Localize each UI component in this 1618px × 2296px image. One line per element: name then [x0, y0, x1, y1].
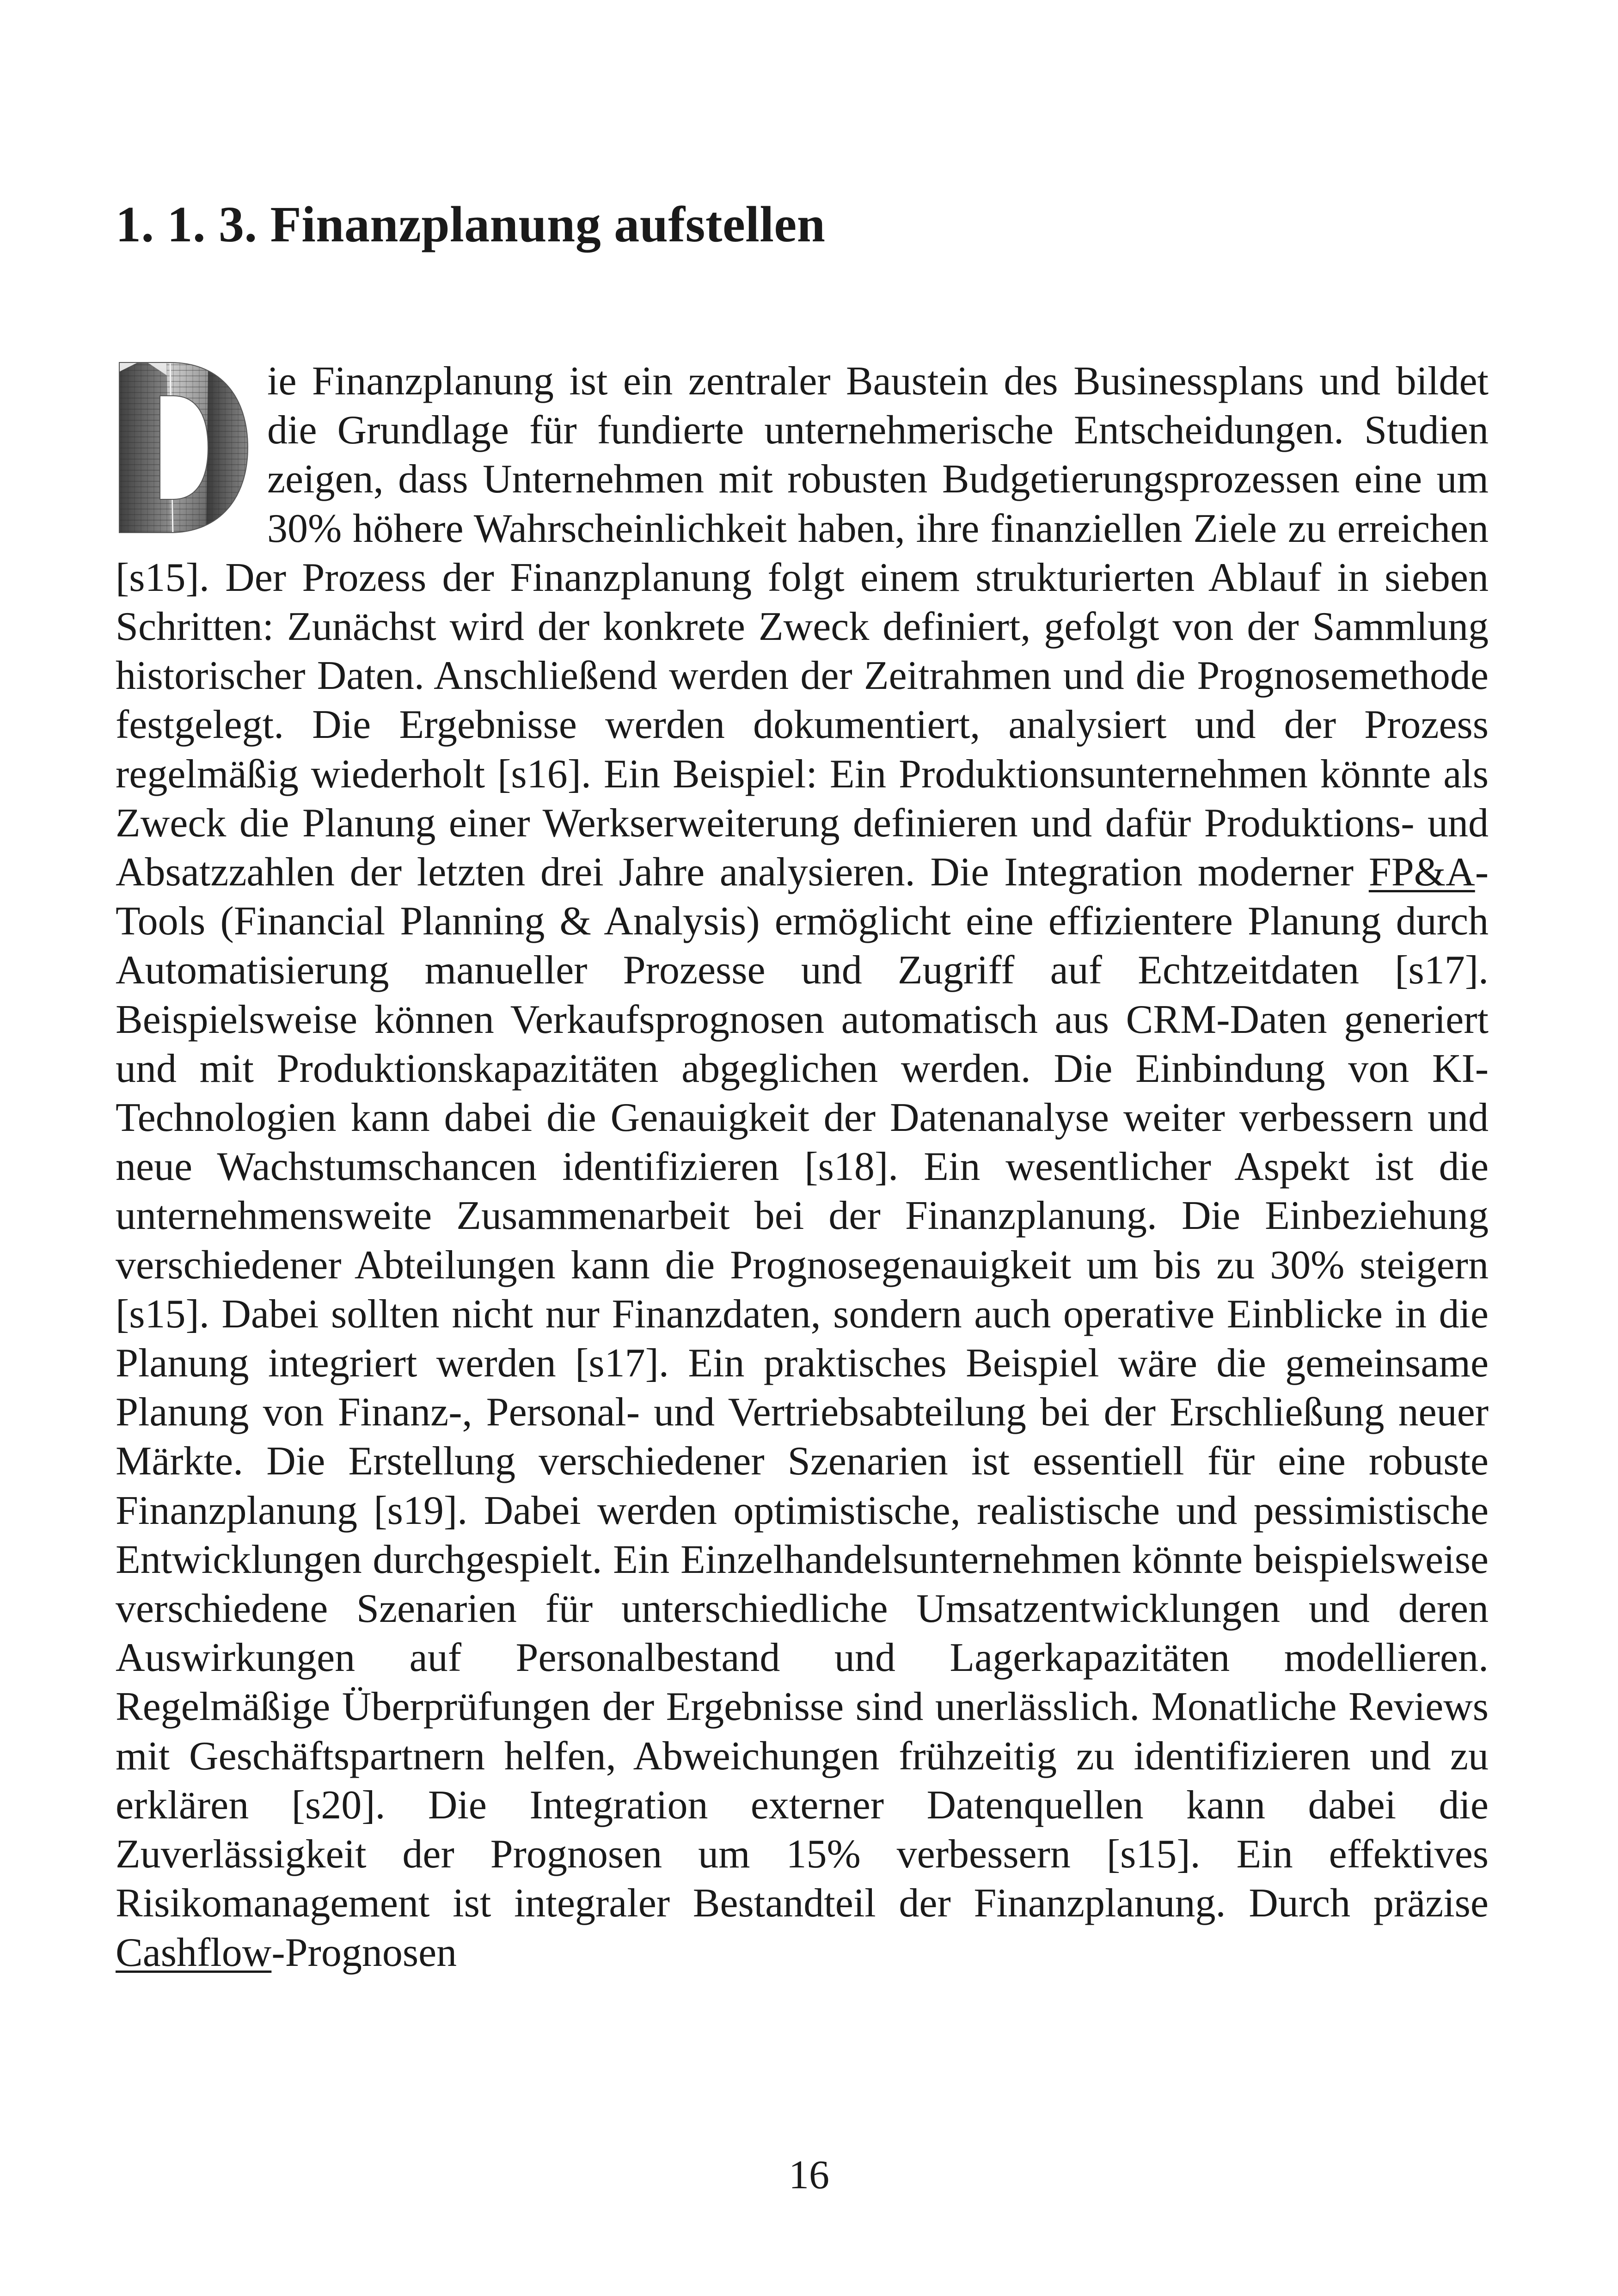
body-paragraph — [116, 357, 1489, 1977]
dropcap-image — [116, 360, 251, 535]
page-number: 16 — [789, 2153, 829, 2198]
paragraph-text-3: -Prognosen — [271, 1930, 457, 1975]
glossary-link-cashflow[interactable]: Cashflow — [116, 1930, 272, 1975]
glossary-link-fpa[interactable]: FP&A — [1368, 850, 1475, 895]
paragraph-text-2: -Tools (Financial Planning & Analysis) ermöglicht eine effizientere Planung durch Automatisierung manueller Prozesse und Zugriff auf Echtzeitdaten [s17]. Beispielsweise können Verkaufsprognosen automatisch aus CRM-Daten generiert und mit Produktionskapazitäten abgeglichen werden. Die Einbindung von KI-Technologien kann dabei die Genauigkeit der Datenanalyse weiter verbessern und neue Wachstumschancen identifizieren [s18]. Ein wesentlicher Aspekt ist die unternehmensweite Zusammenarbeit bei der Finanzplanung. Die Einbeziehung verschiedener Abteilungen kann die Prognosegenauigkeit um bis zu 30% steigern [s15]. Dabei sollten nicht nur Finanzdaten, sondern auch operative Einblicke in die Planung integriert werden [s17]. Ein praktisches Beispiel wäre die gemeinsame Planung von Finanz-, Personal- und Vertriebsabteilung bei der Erschließung neuer Märkte. Die Erstellung verschiedener Szenarien ist essentiell für eine robuste Finanzplanung [s19]. Dabei werden optimistische, realistische und pessimistische Entwicklungen durchgespielt. Ein Einzelhandelsunternehmen könnte beispielsweise verschiedene Szenarien für unterschiedliche Umsatzentwicklungen und deren Auswirkungen auf Personalbestand und Lagerkapazitäten modellieren. Regelmäßige Überprüfungen der Ergebnisse sind unerlässlich. Monatliche Reviews mit Geschäftspartnern helfen, Abweichungen frühzeitig zu identifizieren und zu erklären [s20]. Die Integration externer Datenquellen kann dabei die Zuverlässigkeit der Prognosen um 15% verbessern [s15]. Ein effektives Risikomanagement ist integraler Bestandteil der Finanzplanung. Durch präzise — [116, 850, 1489, 1926]
paragraph-text-1: ie Finanzplanung ist ein zentraler Baustein des Businessplans und bildet die Grundlage für fundierte unternehmerische Entscheidungen. Studien zeigen, dass Unternehmen mit robusten Budgetierungsprozessen eine um 30% höhere Wahrscheinlichkeit haben, ihre finanziellen Ziele zu erreichen [s15]. Der Prozess der Finanzplanung folgt einem strukturierten Ablauf in sieben Schritten: Zunächst wird der konkrete Zweck definiert, gefolgt von der Sammlung historischer Daten. Anschließend werden der Zeitrahmen und die Prognosemethode festgelegt. Die Ergebnisse werden dokumentiert, analysiert und der Prozess regelmäßig wiederholt [s16]. Ein Beispiel: Ein Produktionsunternehmen könnte als Zweck die Planung einer Werkserweiterung definieren und dafür Produktions- und Absatzzahlen der letzten drei Jahre analysieren. Die Integration moderner — [116, 359, 1489, 895]
section-heading: 1. 1. 3. Finanzplanung aufstellen — [116, 196, 826, 252]
